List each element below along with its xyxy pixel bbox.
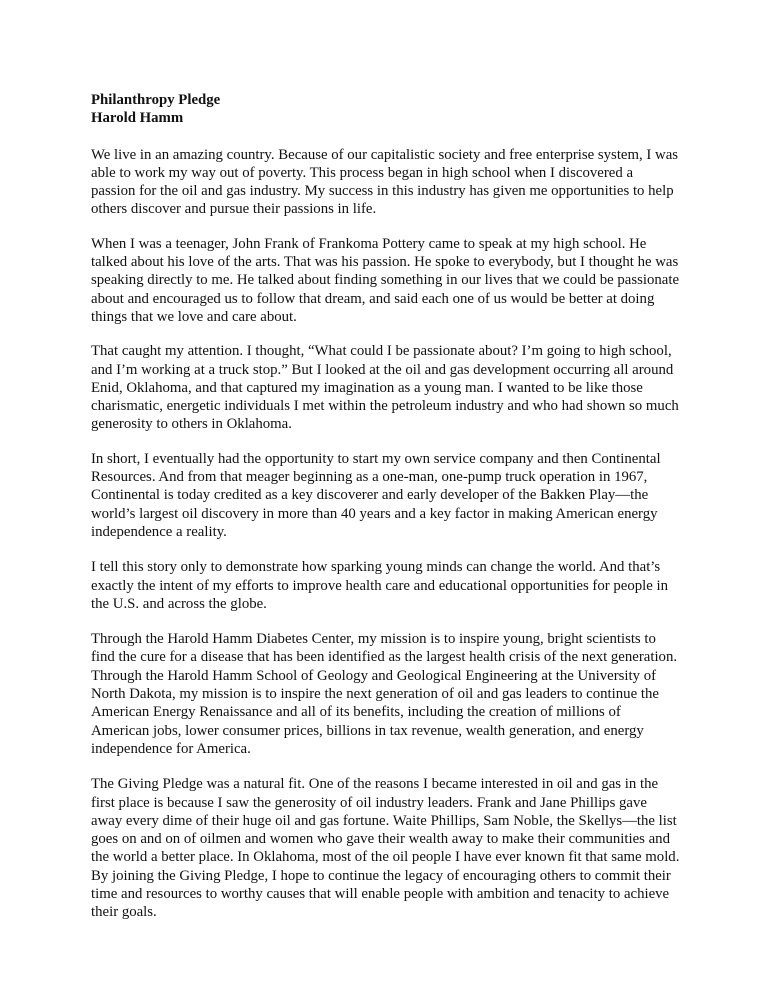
paragraph-2: When I was a teenager, John Frank of Frankoma Pottery came to speak at my high school. He talked about his love of the arts. That was his passion. He spoke to everybody, but I thought he was speaking directly to me. He talked about finding something in our lives that we could be passionate about and encouraged us to follow that dream, and said each one of us would be better at doing things that we love and care about. (91, 235, 680, 325)
document-title: Philanthropy Pledge (91, 92, 221, 108)
paragraph-7: The Giving Pledge was a natural fit. One of the reasons I became interested in oil and gas in the first place is because I saw the generosity of oil industry leaders. Frank and Jane Phillips gave away every dime of their huge oil and gas fortune. Waite Phillips, Sam Noble, the Skellys—the list goes on and on of oilmen and women who gave their wealth away to make their communities and the world a better place. In Oklahoma, most of the oil people I have ever known fit that same mold. By joining the Giving Pledge, I hope to continue the legacy of encouraging others to commit their time and resources to worthy causes that will enable people with ambition and tenacity to achieve their goals. (91, 776, 680, 921)
document-page (91, 91, 681, 939)
paragraph-5: I tell this story only to demonstrate how sparking young minds can change the world. And that’s exactly the intent of my efforts to improve health care and educational opportunities for people in the U.S. and across the globe. (91, 559, 669, 612)
paragraph-1: We live in an amazing country. Because of our capitalistic society and free enterprise system, I was able to work my way out of poverty. This process began in high school when I discovered a passion for the oil and gas industry. My success in this industry has given me opportunities to help others discover and pursue their passions in life. (91, 146, 679, 218)
document-author: Harold Hamm (91, 110, 184, 127)
paragraph-3: That caught my attention. I thought, “What could I be passionate about? I’m going to high school, and I’m working at a truck stop.” But I looked at the oil and gas development occurring all around Enid, Oklahoma, and that captured my imagination as a young man. I wanted to be like those charismatic, energetic individuals I met within the petroleum industry and who had shown so much generosity to others in Oklahoma. (91, 343, 679, 433)
paragraph-6: Through the Harold Hamm Diabetes Center, my mission is to inspire young, bright scientists to find the cure for a disease that has been identified as the largest health crisis of the next generation. Through the Harold Hamm School of Geology and Geological Engineering at the University of North Dakota, my mission is to inspire the next generation of oil and gas leaders to continue the American Energy Renaissance and all of its benefits, including the creation of millions of American jobs, lower consumer prices, billions in tax revenue, wealth generation, and energy independence for America. (91, 631, 678, 757)
paragraph-4: In short, I eventually had the opportunity to start my own service company and then Continental Resources. And from that meager beginning as a one-man, one-pump truck operation in 1967, Continental is today credited as a key discoverer and early developer of the Bakken Play—the world’s largest oil discovery in more than 40 years and a key factor in making American energy independence a reality. (91, 450, 661, 540)
document-header (91, 91, 681, 128)
